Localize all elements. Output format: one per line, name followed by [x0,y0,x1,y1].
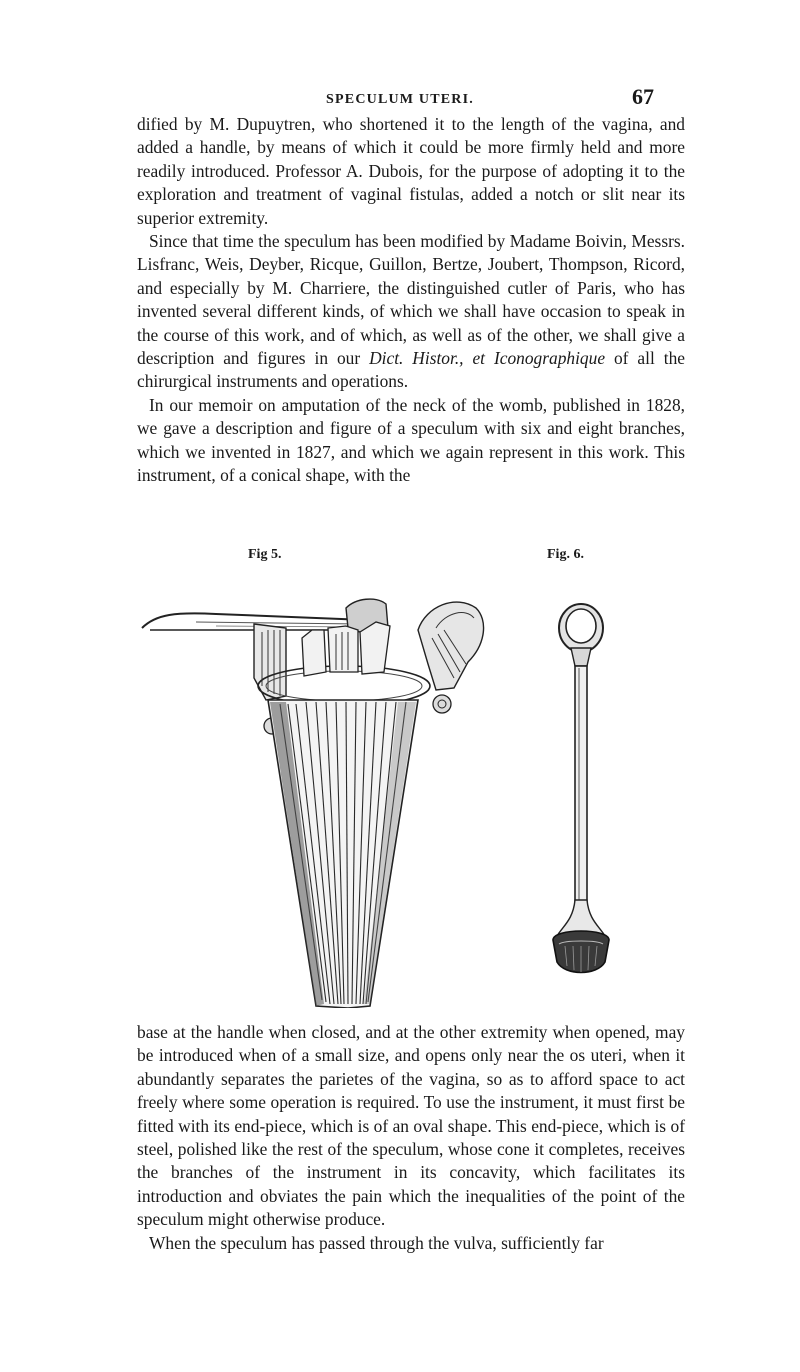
text-block-bottom [137,1021,685,1255]
paragraph: In our memoir on amputation of the neck of the womb, published in 1828, we gave a description and figure of a speculum with six and eight branches, which we invented in 1827, and which we again represent in this work. This instrument, of a conical shape, with the [137,394,685,486]
figure-6-end-piece-illustration [545,600,625,980]
paragraph: When the speculum has passed through the vulva, sufficiently far [149,1232,604,1253]
paragraph-text: Since that time the speculum has been modified by Madame Boivin, Messrs. Lisfranc, Weis, Deyber, Ricque, Guillon, Bertze, Joubert, Thompson, Ricord, and especially by M. Charriere, the distinguished cutler of Paris, who has invented several different kinds, of which we shall have occasion to speak in the course of this work, and of which, as well as of the other, we shall give a description and figures in our [137,231,685,369]
figure-5-speculum-illustration [136,568,536,1008]
paragraph [137,230,685,394]
paragraph: base at the handle when closed, and at the other extremity when opened, may be introduced when of a small size, and opens only near the os uteri, when it abundantly separates the parietes of the vagina, so as to afford space to act freely where some operation is required. To use the instrument, it must first be fitted with its end-piece, which is of an oval shape. This end-piece, which is of steel, polished like the rest of the speculum, whose cone it completes, receives the branches of the instrument in its concavity, which facilitates its introduction and obviates the pain which the inequalities of the point of the speculum might otherwise produce. [137,1022,685,1230]
page-number: 67 [632,84,654,109]
figure-5-label: Fig 5. [248,547,282,562]
paragraph: dified by M. Dupuytren, who shortened it to the length of the vagina, and added a handle, by means of which it could be more firmly held and more readily introduced. Professor A. Dubois, for the purpose of adopting it to the exploration and treatment of vaginal fistulas, added a notch or slit near its superior extremity. [137,114,685,228]
figure-6-label: Fig. 6. [547,547,584,562]
book-title-italic: Dict. Histor., et Iconographique [369,348,606,369]
paragraph-text: of all the chirurgical instruments and operations. [137,348,685,392]
running-title: SPECULUM UTERI. [326,92,474,107]
text-block-top [137,113,685,488]
